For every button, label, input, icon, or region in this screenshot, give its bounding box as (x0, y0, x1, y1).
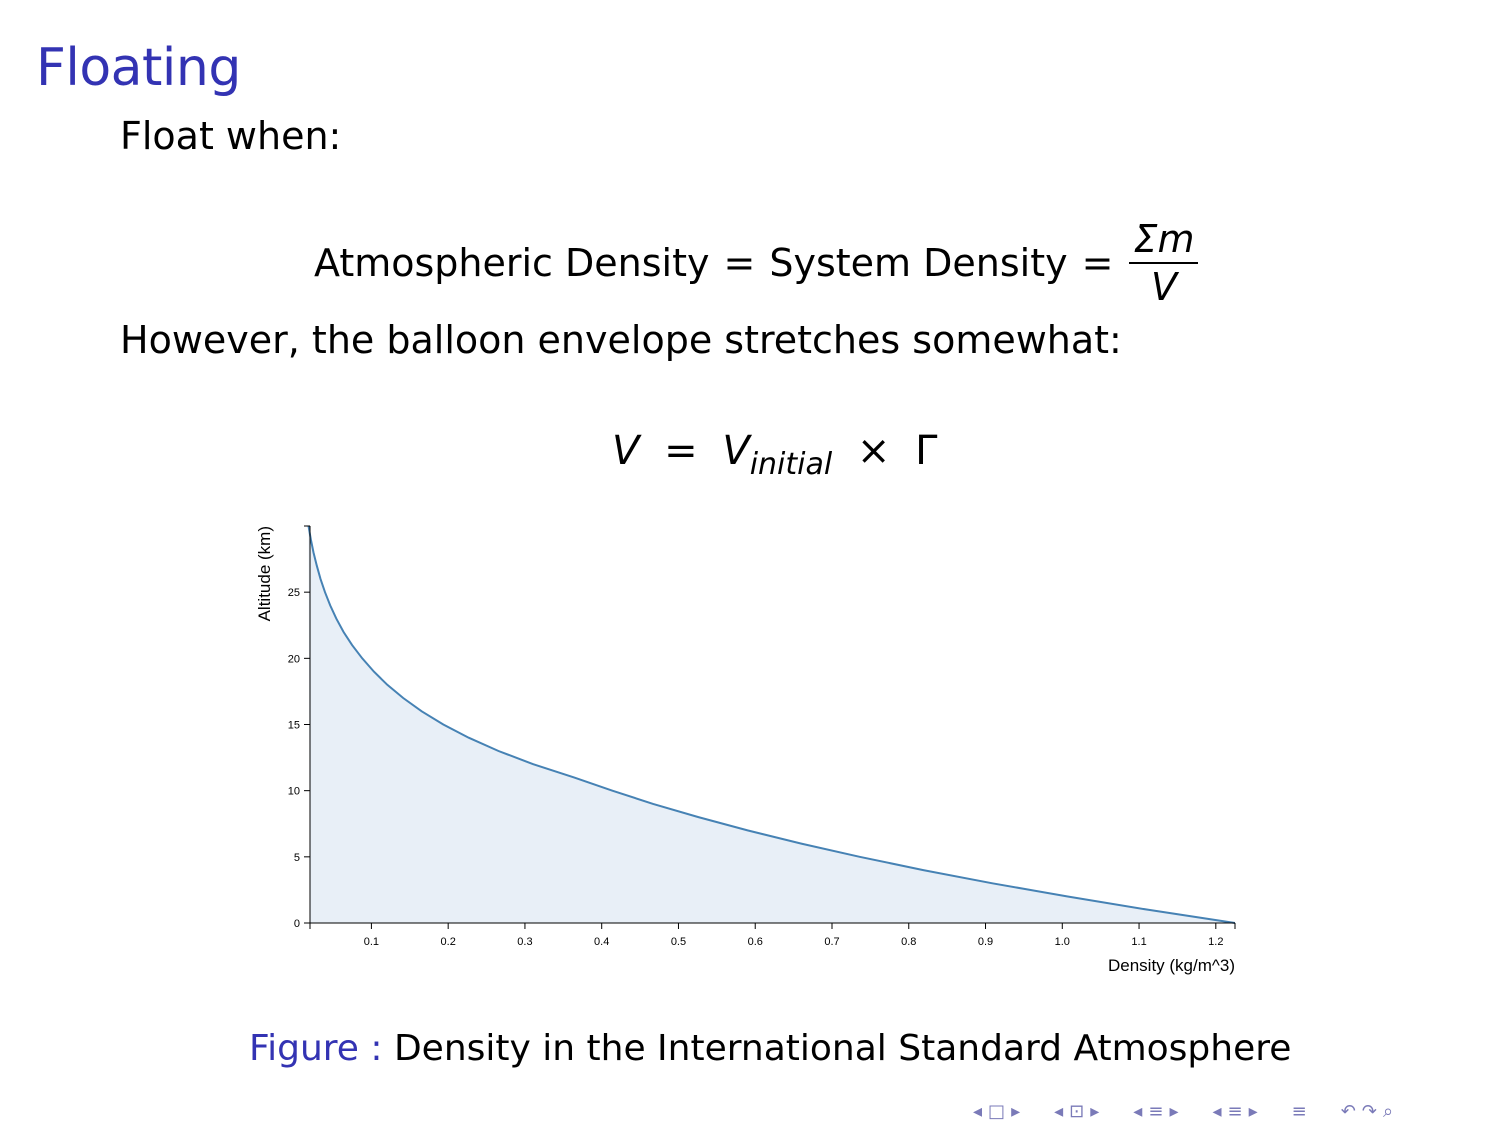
nav-next-subsection-icon[interactable]: ▸ (1090, 1100, 1100, 1122)
slide-title: Floating (36, 38, 241, 98)
y-tick-label: 0 (293, 918, 300, 930)
x-tick-label: 0.9 (977, 936, 994, 948)
eq2-v-initial: V (722, 428, 750, 474)
nav-next-doc-icon[interactable]: ▸ (1248, 1100, 1258, 1122)
x-tick-label: 0.4 (594, 936, 610, 948)
x-tick-label: 0.1 (363, 936, 380, 948)
eq-equals-1: = (723, 241, 756, 285)
y-tick-label: 15 (287, 719, 300, 732)
intro-text: Float when: (120, 114, 342, 158)
x-axis-label: Density (kg/m^3) (1107, 956, 1235, 975)
eq-fraction (1129, 216, 1198, 310)
nav-doc-icon[interactable]: ≡ (1227, 1100, 1243, 1122)
eq2-times: × (856, 428, 891, 474)
x-tick-label: 0.8 (901, 936, 917, 948)
eq2-subscript: initial (749, 447, 833, 482)
y-tick-label: 5 (293, 851, 300, 864)
y-tick-label: 10 (287, 785, 300, 798)
nav-search-icon[interactable]: ⌕ (1382, 1100, 1394, 1122)
nav-forward-icon[interactable]: ↷ (1361, 1100, 1377, 1122)
x-tick-label: 0.6 (747, 936, 763, 948)
x-tick-label: 1.1 (1131, 936, 1147, 948)
eq2-v: V (612, 428, 640, 474)
caption-text: Density in the International Standard Atmosphere (393, 1028, 1292, 1069)
density-chart (240, 510, 1250, 990)
y-axis-label: Altitude (km) (255, 526, 274, 622)
nav-next-frame-icon[interactable]: ▸ (1011, 1100, 1021, 1122)
beamer-navigation (970, 1098, 1396, 1124)
eq2-equals: = (664, 428, 698, 474)
eq-numerator: Σm (1133, 217, 1195, 261)
y-tick-label: 20 (287, 653, 300, 666)
x-tick-label: 1.0 (1054, 936, 1070, 948)
nav-prev-subsection-icon[interactable]: ◂ (1054, 1100, 1064, 1122)
nav-outline-icon[interactable]: ≡ (1291, 1100, 1307, 1122)
eq2-gamma: Γ (915, 428, 938, 474)
volume-equation (612, 428, 937, 482)
stretch-text: However, the balloon envelope stretches somewhat: (120, 318, 1122, 362)
nav-prev-section-icon[interactable]: ◂ (1133, 1100, 1143, 1122)
y-tick-label: 25 (287, 587, 300, 600)
nav-prev-frame-icon[interactable]: ◂ (973, 1100, 983, 1122)
figure-caption (249, 1028, 1291, 1069)
nav-subsection-icon[interactable]: ⊡ (1069, 1100, 1085, 1122)
x-tick-label: 0.5 (670, 936, 687, 948)
x-tick-label: 1.2 (1208, 936, 1224, 948)
nav-section-icon[interactable]: ≡ (1148, 1100, 1164, 1122)
x-tick-label: 0.2 (440, 936, 456, 948)
eq-mid: System Density (769, 241, 1068, 285)
nav-back-icon[interactable]: ↶ (1340, 1100, 1356, 1122)
nav-prev-doc-icon[interactable]: ◂ (1212, 1100, 1222, 1122)
x-tick-label: 0.3 (517, 936, 533, 948)
x-tick-label: 0.7 (824, 936, 840, 948)
caption-label: Figure : (249, 1028, 383, 1069)
eq-lhs: Atmospheric Density (314, 241, 710, 285)
nav-frame-icon[interactable]: □ (988, 1100, 1006, 1122)
eq-denominator: V (1150, 265, 1177, 309)
float-condition-equation (314, 208, 1198, 318)
nav-next-section-icon[interactable]: ▸ (1169, 1100, 1179, 1122)
eq-equals-2: = (1081, 241, 1114, 285)
density-area (309, 526, 1236, 923)
